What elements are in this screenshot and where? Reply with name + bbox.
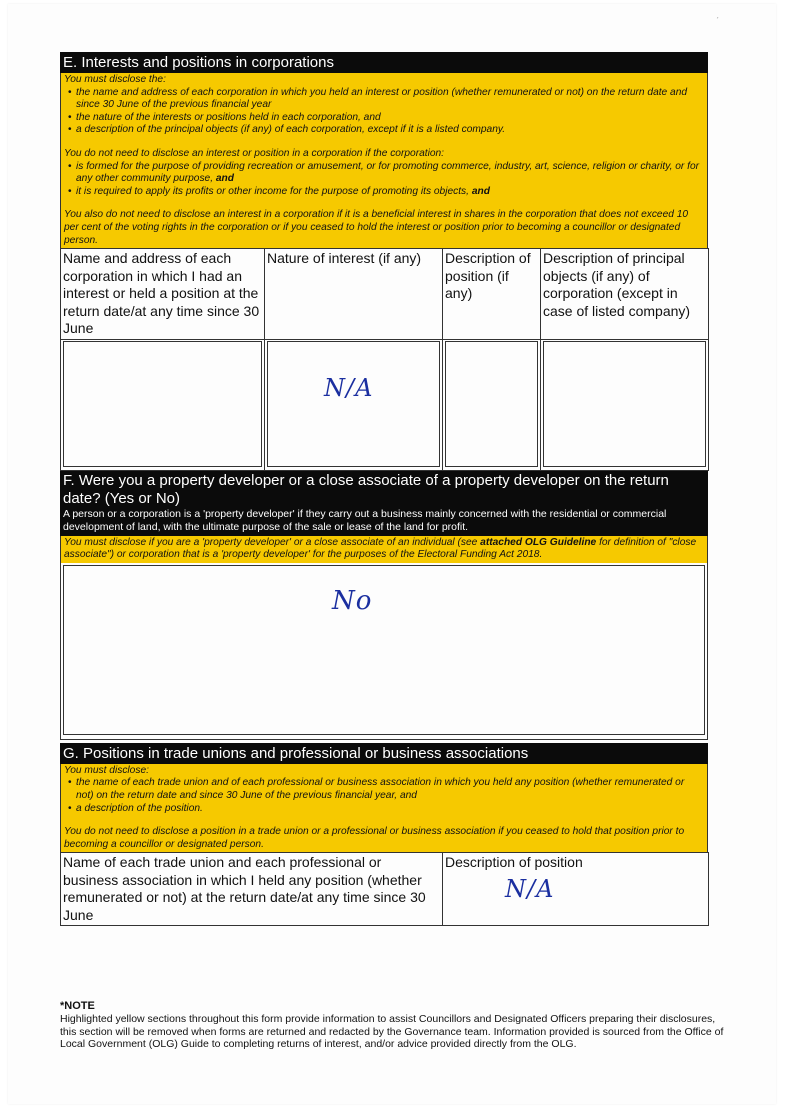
section-e-table xyxy=(60,248,709,471)
olg-guideline-reference: attached OLG Guideline xyxy=(480,536,597,548)
section-f-title: F. Were you a property developer or a close associate of a property developer on the return date? (Yes or No) xyxy=(63,471,669,507)
section-e-also-note: You also do not need to disclose an interest in a corporation if it is a beneficial interest in shares in the corporation that does not exceed 10 per cent of the voting rights in the corporation or if you ceased to hold the interest or position prior to becoming a councillor or designated person. xyxy=(64,209,689,246)
handwritten-entry: No xyxy=(332,585,373,616)
section-g-title: G. Positions in trade unions and professional or business associations xyxy=(60,743,708,764)
section-e-exempt-bullets xyxy=(64,161,704,199)
disclosure-form xyxy=(60,52,708,926)
nature-of-interest-field[interactable] xyxy=(267,341,440,467)
section-e-bullet: • the nature of the interests or positions held in each corporation, and xyxy=(64,112,704,125)
handwritten-entry: N/A xyxy=(324,373,374,402)
column-header: Name and address of each corporation in which I had an interest or held a position at the return date/at any time since 30 June xyxy=(61,249,265,340)
position-description-field[interactable] xyxy=(445,341,538,467)
column-header: Name of each trade union and each professional or business association in which I held any position (whether remunerated or not) at the return date/at any time since 30 June xyxy=(63,854,426,923)
property-developer-answer-field[interactable] xyxy=(63,565,705,735)
section-f-guidance xyxy=(60,536,708,563)
corporation-name-field[interactable] xyxy=(63,341,262,467)
note-title: *NOTE xyxy=(60,1000,95,1012)
section-e-intro: You must disclose the: xyxy=(64,74,166,85)
section-e-entry-row xyxy=(61,339,709,470)
footer-note xyxy=(60,1000,730,1051)
section-e-bullets xyxy=(64,87,704,137)
section-e-guidance xyxy=(60,73,708,248)
trade-union-name-field[interactable] xyxy=(61,853,443,926)
section-f-header xyxy=(60,471,708,536)
scan-mark: ˊ xyxy=(716,16,719,26)
note-text: Highlighted yellow sections throughout this form provide information to assist Councillors and Designated Officers preparing their disclosures, this section will be removed when forms are returned and redacted by the Governance team. Information provided is sourced from the Office of Local Government (OLG) Guide to completing returns of interest, and/or advice provided directly from the OLG. xyxy=(60,1012,724,1051)
column-header: Description of principal objects (if any) of corporation (except in case of listed company) xyxy=(541,249,709,340)
section-g-intro: You must disclose: xyxy=(64,764,149,776)
section-f-note xyxy=(64,537,704,562)
section-g-row xyxy=(61,853,709,926)
exempt-text: is formed for the purpose of providing recreation or amusement, or for promoting commerce, industry, art, science, religion or charity, or for any other community purpose, xyxy=(76,160,700,185)
section-f-answer-box xyxy=(60,563,708,740)
exempt-and: and xyxy=(215,173,235,185)
section-e-exempt-bullet xyxy=(64,161,704,186)
section-g-bullets xyxy=(64,777,704,815)
note-text: You must disclose if you are a 'property developer' or a close associate of an individual (see xyxy=(64,536,478,548)
exempt-and: and xyxy=(471,185,490,197)
section-g-guidance xyxy=(60,764,708,853)
section-e-exempt-intro: You do not need to disclose an interest or position in a corporation if the corporation: xyxy=(64,147,445,159)
section-e-bullet: • the name and address of each corporation in which you held an interest or position (whether remunerated or not) on the return date and since 30 June of the previous financial year xyxy=(64,87,704,112)
principal-objects-field[interactable] xyxy=(543,341,706,467)
section-g-table xyxy=(60,852,709,926)
section-g-bullet: • the name of each trade union and of each professional or business association in which you held any position (whether remunerated or not) on the return date and since 30 June of the previous financial year, and xyxy=(64,777,704,802)
position-description-field[interactable] xyxy=(443,853,709,926)
handwritten-entry: N/A xyxy=(505,875,555,904)
column-header: Description of position (if any) xyxy=(443,249,541,340)
column-header: Description of position xyxy=(445,854,583,871)
section-e-bullet: • a description of the principal objects (if any) of each corporation, except if it is a listed company. xyxy=(64,124,704,137)
exempt-text: it is required to apply its profits or other income for the purpose of promoting its objects, xyxy=(76,185,469,197)
section-g-bullet: • a description of the position. xyxy=(64,803,704,816)
section-g-exempt: You do not need to disclose a position in a trade union or a professional or business association if you ceased to hold that position prior to becoming a councillor or designated person. xyxy=(64,826,685,850)
note-text: for definition of "close associate") or corporation that is a 'property developer' for the purposes of the Electoral Funding Act 2018. xyxy=(64,536,697,561)
section-e-title: E. Interests and positions in corporations xyxy=(60,52,708,73)
section-f-subtitle: A person or a corporation is a 'property developer' if they carry out a business mainly concerned with the residential or commercial development of land, with the ultimate purpose of the sale or lease of the land for profit. xyxy=(63,507,667,533)
section-e-exempt-bullet xyxy=(64,186,704,199)
column-header: Nature of interest (if any) xyxy=(265,249,443,340)
section-e-header-row xyxy=(61,249,709,340)
